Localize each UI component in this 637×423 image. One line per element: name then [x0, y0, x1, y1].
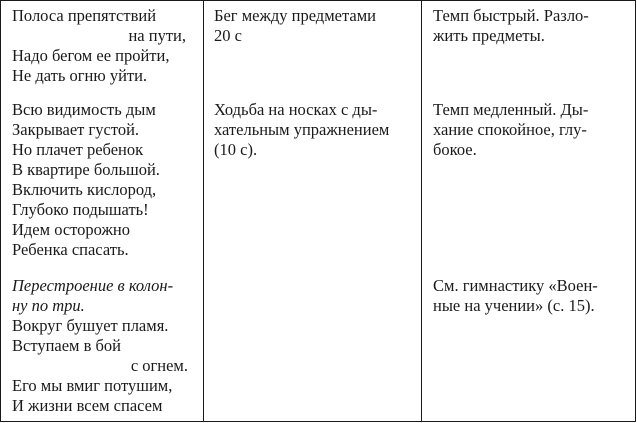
method-note-3	[433, 276, 629, 316]
exercise-line: 20 с	[214, 26, 242, 45]
exercise-line: хательным упражнением	[214, 120, 390, 139]
poem-line: Полоса препятствий	[12, 6, 157, 25]
exercise-line: Ходьба на носках с ды-	[214, 100, 378, 119]
poem-line: Надо бегом ее пройти,	[12, 46, 170, 65]
poem-line: Не дать огню уйти.	[12, 66, 148, 85]
poem-line: Включить кислород,	[12, 180, 157, 199]
poem-stanza-3	[12, 276, 194, 416]
method-note-2	[433, 100, 629, 160]
poem-line: Вступаем в бой	[12, 336, 122, 355]
exercise-line: (10 с).	[214, 140, 258, 159]
method-line: хание спокойное, глу-	[433, 120, 587, 139]
exercise-description-2	[214, 100, 414, 160]
column-divider-2	[421, 1, 422, 421]
method-line: жить предметы.	[433, 26, 545, 45]
poem-line: с огнем.	[130, 356, 188, 375]
exercise-description-1	[214, 6, 414, 46]
poem-line: на пути,	[128, 26, 186, 45]
poem-line: Вокруг бушует пламя.	[12, 316, 169, 335]
method-note-1	[433, 6, 629, 46]
poem-line: Его мы вмиг потушим,	[12, 376, 173, 395]
stage-direction: Перестроение в колон-	[12, 276, 174, 295]
stage-direction: ну по три.	[12, 296, 85, 315]
poem-line: Всю видимость дым	[12, 100, 156, 119]
poem-line: И жизни всем спасем	[12, 396, 163, 415]
method-line: Темп медленный. Ды-	[433, 100, 589, 119]
poem-line: Ребенка спасать.	[12, 240, 129, 259]
poem-line: В квартире большой.	[12, 160, 160, 179]
column-divider-1	[203, 1, 204, 421]
poem-stanza-1	[12, 6, 194, 86]
poem-line: Закрывает густой.	[12, 120, 140, 139]
poem-line: Глубоко подышать!	[12, 200, 149, 219]
method-line: ные на учении» (с. 15).	[433, 296, 595, 315]
method-line: бокое.	[433, 140, 477, 159]
method-line: Темп быстрый. Разло-	[433, 6, 589, 25]
method-line: См. гимнастику «Воен-	[433, 276, 598, 295]
exercise-line: Бег между предметами	[214, 6, 376, 25]
poem-line: Идем осторожно	[12, 220, 130, 239]
poem-line: Но плачет ребенок	[12, 140, 144, 159]
poem-stanza-2	[12, 100, 194, 260]
